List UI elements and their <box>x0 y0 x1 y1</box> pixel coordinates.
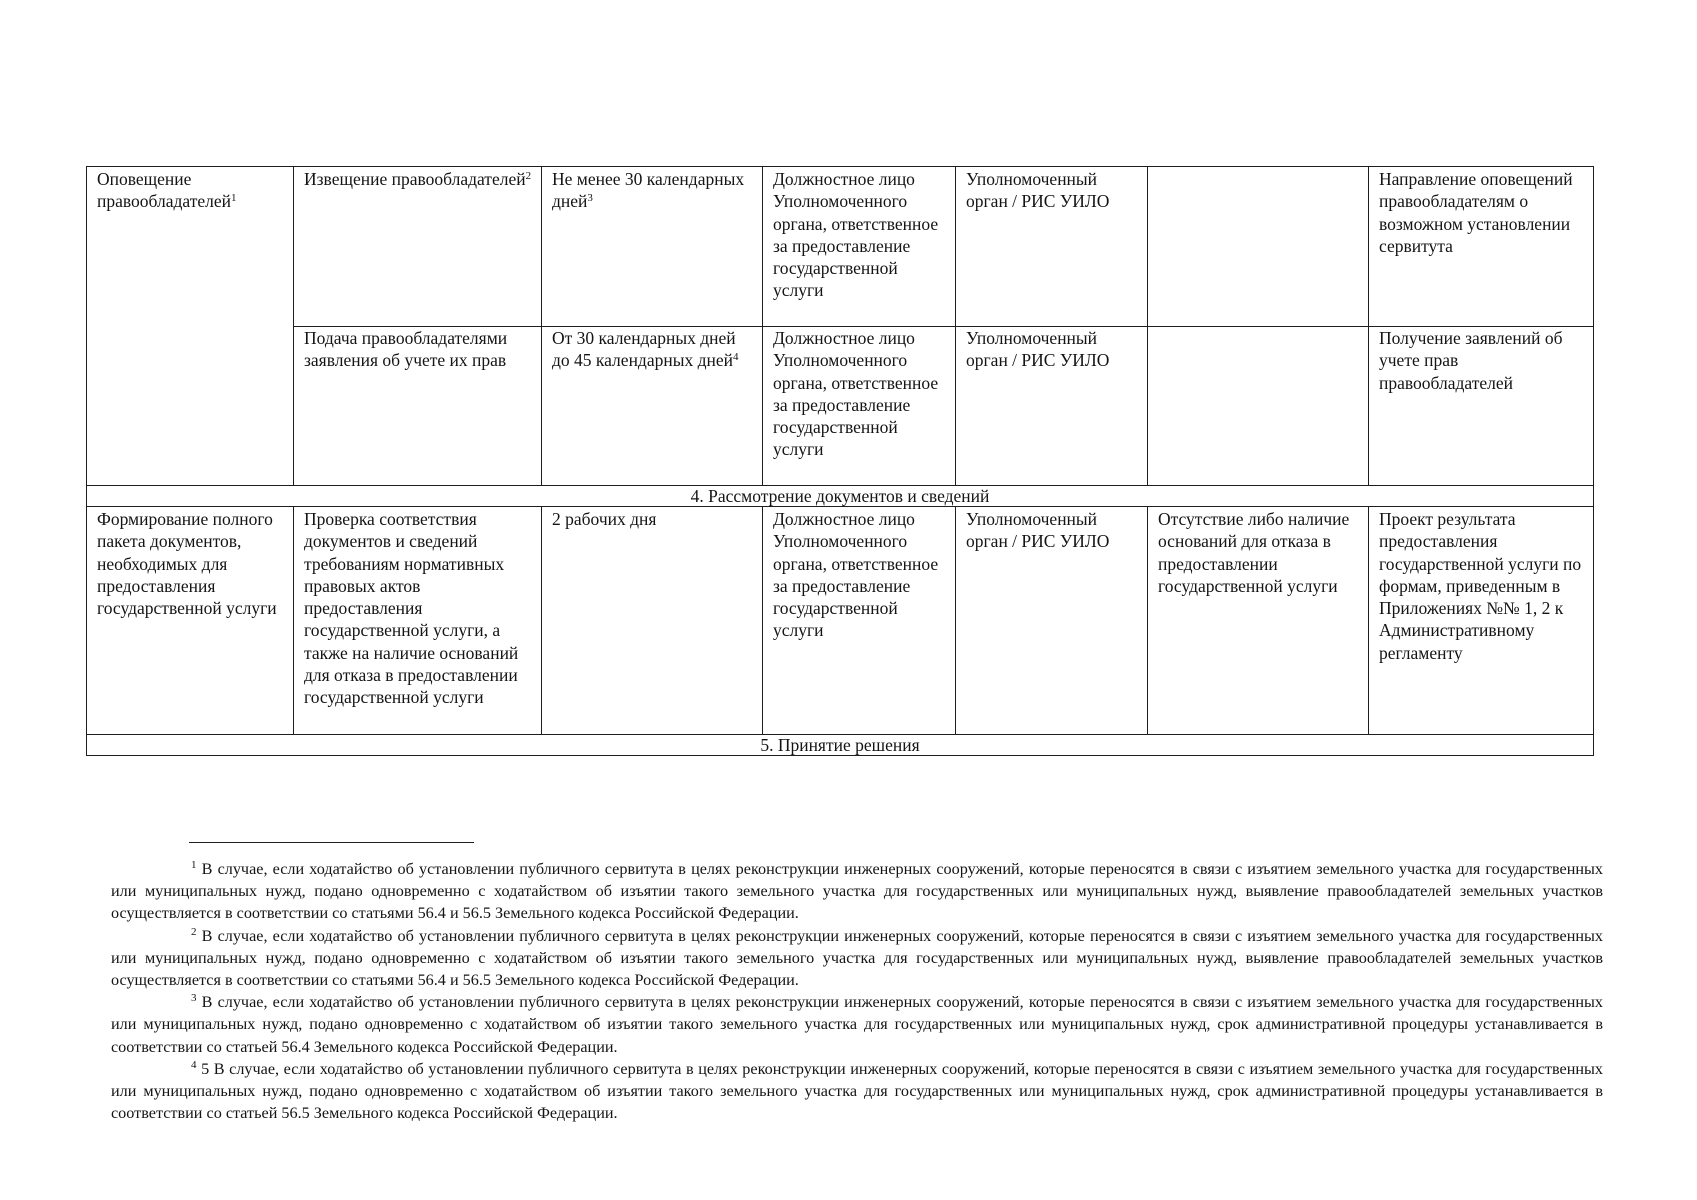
stage-cell <box>87 507 294 735</box>
responsible-text: Должностное лицо Уполномоченного органа, ответственное за предоставление государственной услуги <box>773 169 939 301</box>
responsible-cell <box>763 167 956 327</box>
footnote-text: В случае, если ходатайство об установлении публичного сервитута в целях реконструкции инженерных сооружений, которые переносятся в связи с изъятием земельного участка для государственных или муниципальных нужд, подано одновременно с ходатайством об изъятии такого земельного участка для государственных или муниципальных нужд, срок административной процедуры устанавливается в соответствии со статьей 56.4 Земельного кодекса Российской Федерации. <box>111 993 1603 1056</box>
footnote <box>111 858 1603 925</box>
criteria-cell <box>1148 167 1369 327</box>
place-text: Уполномоченный орган / РИС УИЛО <box>966 328 1110 371</box>
result-text: Направление оповещений правообладателям о возможном установлении сервитута <box>1379 169 1573 256</box>
procedure-table <box>86 166 1594 756</box>
action-cell <box>294 167 542 327</box>
stage-text: Формирование полного пакета документов, необходимых для предоставления государственной услуги <box>97 509 277 619</box>
action-text: Подача правообладателями заявления об учете их прав <box>304 328 508 371</box>
footnote <box>111 925 1603 992</box>
footnote-ref[interactable]: 2 <box>525 170 532 182</box>
place-cell <box>956 327 1148 486</box>
responsible-text: Должностное лицо Уполномоченного органа, ответственное за предоставление государственной услуги <box>773 509 939 641</box>
section-row <box>87 735 1594 756</box>
action-cell <box>294 327 542 486</box>
footnote-ref[interactable]: 4 <box>733 351 739 364</box>
section-heading: 4. Рассмотрение документов и сведений <box>87 486 1594 507</box>
footnotes <box>111 858 1603 1124</box>
term-cell <box>542 167 763 327</box>
footnote-mark: 2 <box>191 925 197 938</box>
footnote-text: 5 В случае, если ходатайство об установлении публичного сервитута в целях реконструкции инженерных сооружений, которые переносятся в связи с изъятием земельного участка для государственных или муниципальных нужд, подано одновременно с ходатайством об изъятии такого земельного участка для государственных или муниципальных нужд, срок административной процедуры устанавливается в соответствии со статьей 56.5 Земельного кодекса Российской Федерации. <box>111 1059 1603 1123</box>
place-text: Уполномоченный орган / РИС УИЛО <box>966 509 1110 552</box>
stage-cell <box>87 167 294 486</box>
place-cell <box>956 167 1148 327</box>
footnote-text: В случае, если ходатайство об установлении публичного сервитута в целях реконструкции инженерных сооружений, которые переносятся в связи с изъятием земельного участка для государственных или муниципальных нужд, подано одновременно с ходатайством об изъятии такого земельного участка для государственных или муниципальных нужд, выявление правообладателей земельных участков осуществляется в соответствии со статьями 56.4 и 56.5 Земельного кодекса Российской Федерации. <box>111 860 1603 923</box>
term-cell <box>542 507 763 735</box>
footnote-separator <box>189 842 474 843</box>
term-cell <box>542 327 763 486</box>
result-text: Проект результата предоставления государственной услуги по формам, приведенным в Приложениях №№ 1, 2 к Административному регламенту <box>1379 509 1582 663</box>
section-heading: 5. Принятие решения <box>87 735 1594 756</box>
result-cell <box>1369 507 1594 735</box>
action-cell <box>294 507 542 735</box>
criteria-text: Отсутствие либо наличие оснований для отказа в предоставлении государственной услуги <box>1158 509 1350 596</box>
responsible-text: Должностное лицо Уполномоченного органа, ответственное за предоставление государственной услуги <box>773 328 939 460</box>
footnote-ref[interactable]: 1 <box>231 192 237 205</box>
result-text: Получение заявлений об учете прав правообладателей <box>1379 328 1563 393</box>
footnote-mark: 4 <box>191 1058 197 1071</box>
footnote-mark: 3 <box>191 992 197 1005</box>
action-text: Проверка соответствия документов и сведений требованиям нормативных правовых актов предоставления государственной услуги, а также на наличие оснований для отказа в предоставлении государственной услуги <box>304 509 519 708</box>
footnote-mark: 1 <box>191 859 197 871</box>
result-cell <box>1369 327 1594 486</box>
responsible-cell <box>763 327 956 486</box>
section-row <box>87 486 1594 507</box>
footnote-ref[interactable]: 3 <box>587 192 593 205</box>
criteria-cell <box>1148 507 1369 735</box>
action-text: Извещение правообладателей <box>304 169 526 189</box>
place-text: Уполномоченный орган / РИС УИЛО <box>966 169 1110 212</box>
term-text: От 30 календарных дней до 45 календарных дней <box>552 328 736 371</box>
place-cell <box>956 507 1148 735</box>
footnote-text: В случае, если ходатайство об установлении публичного сервитута в целях реконструкции инженерных сооружений, которые переносятся в связи с изъятием земельного участка для государственных или муниципальных нужд, подано одновременно с ходатайством об изъятии такого земельного участка для государственных или муниципальных нужд, выявление правообладателей земельных участков осуществляется в соответствии со статьями 56.4 и 56.5 Земельного кодекса Российской Федерации. <box>111 926 1603 990</box>
footnote <box>111 991 1603 1058</box>
stage-text: Оповещение правообладателей <box>97 169 231 212</box>
table-row <box>87 167 1594 327</box>
term-text: Не менее 30 календарных дней <box>552 169 745 212</box>
footnote <box>111 1058 1603 1125</box>
table-row <box>87 327 1594 486</box>
table-row <box>87 507 1594 735</box>
responsible-cell <box>763 507 956 735</box>
term-text: 2 рабочих дня <box>552 509 657 529</box>
criteria-cell <box>1148 327 1369 486</box>
result-cell <box>1369 167 1594 327</box>
